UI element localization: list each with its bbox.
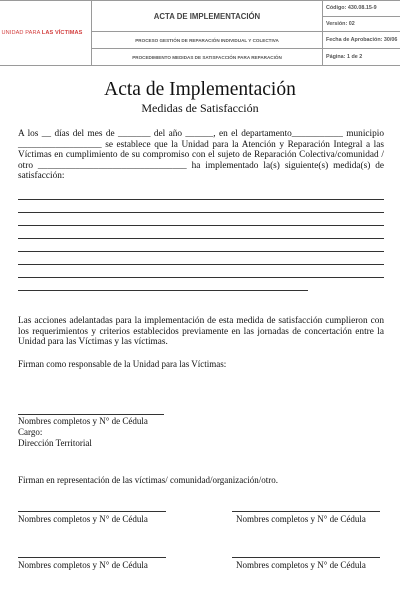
firman-victimas-text: Firman en representación de las víctimas/ comunidad/organización/otro. bbox=[18, 475, 279, 485]
signature-line-left-2 bbox=[18, 557, 166, 558]
blank-line bbox=[18, 187, 384, 200]
blank-line bbox=[18, 226, 384, 239]
header-version: Versión: 02 bbox=[323, 16, 400, 32]
acciones-paragraph: Las acciones adelantadas para la implementación de esta medida de satisfacción cumplieron con los requerimientos y criterios establecidos previamente en las jornadas de concertación entre la Unidad para las Víctimas y las víctimas. bbox=[18, 316, 384, 348]
cargo-label: Cargo: bbox=[18, 427, 43, 437]
direccion-label: Dirección Territorial bbox=[18, 438, 92, 448]
signature-line bbox=[18, 414, 164, 415]
header-page: Página: 1 de 2 bbox=[323, 49, 400, 66]
logo bbox=[0, 1, 92, 66]
logo-text-prefix: UNIDAD PARA bbox=[1, 30, 41, 36]
signature-line-right-1 bbox=[232, 511, 380, 512]
document-title: Acta de Implementación bbox=[104, 79, 296, 100]
blank-line bbox=[18, 278, 308, 291]
intro-paragraph: A los __ días del mes de _______ del año ______, en el departamento___________ municipio __________________ se establece que la Unidad para la Atención y Reparación Integral a las Víctimas en cumplimiento de su compromiso con el sujeto de Reparación Colectiva/comunidad / otro ________________________________ ha implementado la(s) siguiente(s) medida(s) de satisfacción: bbox=[18, 129, 384, 182]
blank-line bbox=[18, 265, 384, 278]
header-approval-date: Fecha de Aprobación: 30/06 bbox=[323, 32, 400, 49]
logo-text-bold: LAS VÍCTIMAS bbox=[41, 30, 83, 36]
header-table bbox=[0, 0, 400, 66]
firman-unidad-text: Firman como responsable de la Unidad para las Víctimas: bbox=[18, 359, 227, 369]
signature-label-right-2: Nombres completos y N° de Cédula bbox=[236, 560, 366, 570]
signature-label-left-1: Nombres completos y N° de Cédula bbox=[18, 514, 148, 524]
document-header bbox=[0, 0, 400, 66]
header-procedure: PROCEDIMIENTO MEDIDAS DE SATISFACCIÓN PARA REPARACIÓN bbox=[92, 49, 323, 66]
blank-line bbox=[18, 239, 384, 252]
header-process: PROCESO GESTIÓN DE REPARACIÓN INDIVIDUAL Y COLECTIVA bbox=[92, 32, 323, 49]
header-code: Código: 430.08.15-9 bbox=[323, 1, 400, 17]
measures-lines bbox=[18, 187, 384, 291]
signature-label-right-1: Nombres completos y N° de Cédula bbox=[236, 514, 366, 524]
blank-line bbox=[18, 200, 384, 213]
signature-label-left-2: Nombres completos y N° de Cédula bbox=[18, 560, 148, 570]
document-subtitle: Medidas de Satisfacción bbox=[141, 101, 259, 115]
blank-line bbox=[18, 213, 384, 226]
signature-name-label: Nombres completos y N° de Cédula bbox=[18, 416, 148, 426]
signature-line-right-2 bbox=[232, 557, 380, 558]
blank-line bbox=[18, 252, 384, 265]
signature-line-left-1 bbox=[18, 511, 166, 512]
header-title: ACTA DE IMPLEMENTACIÓN bbox=[92, 1, 323, 32]
